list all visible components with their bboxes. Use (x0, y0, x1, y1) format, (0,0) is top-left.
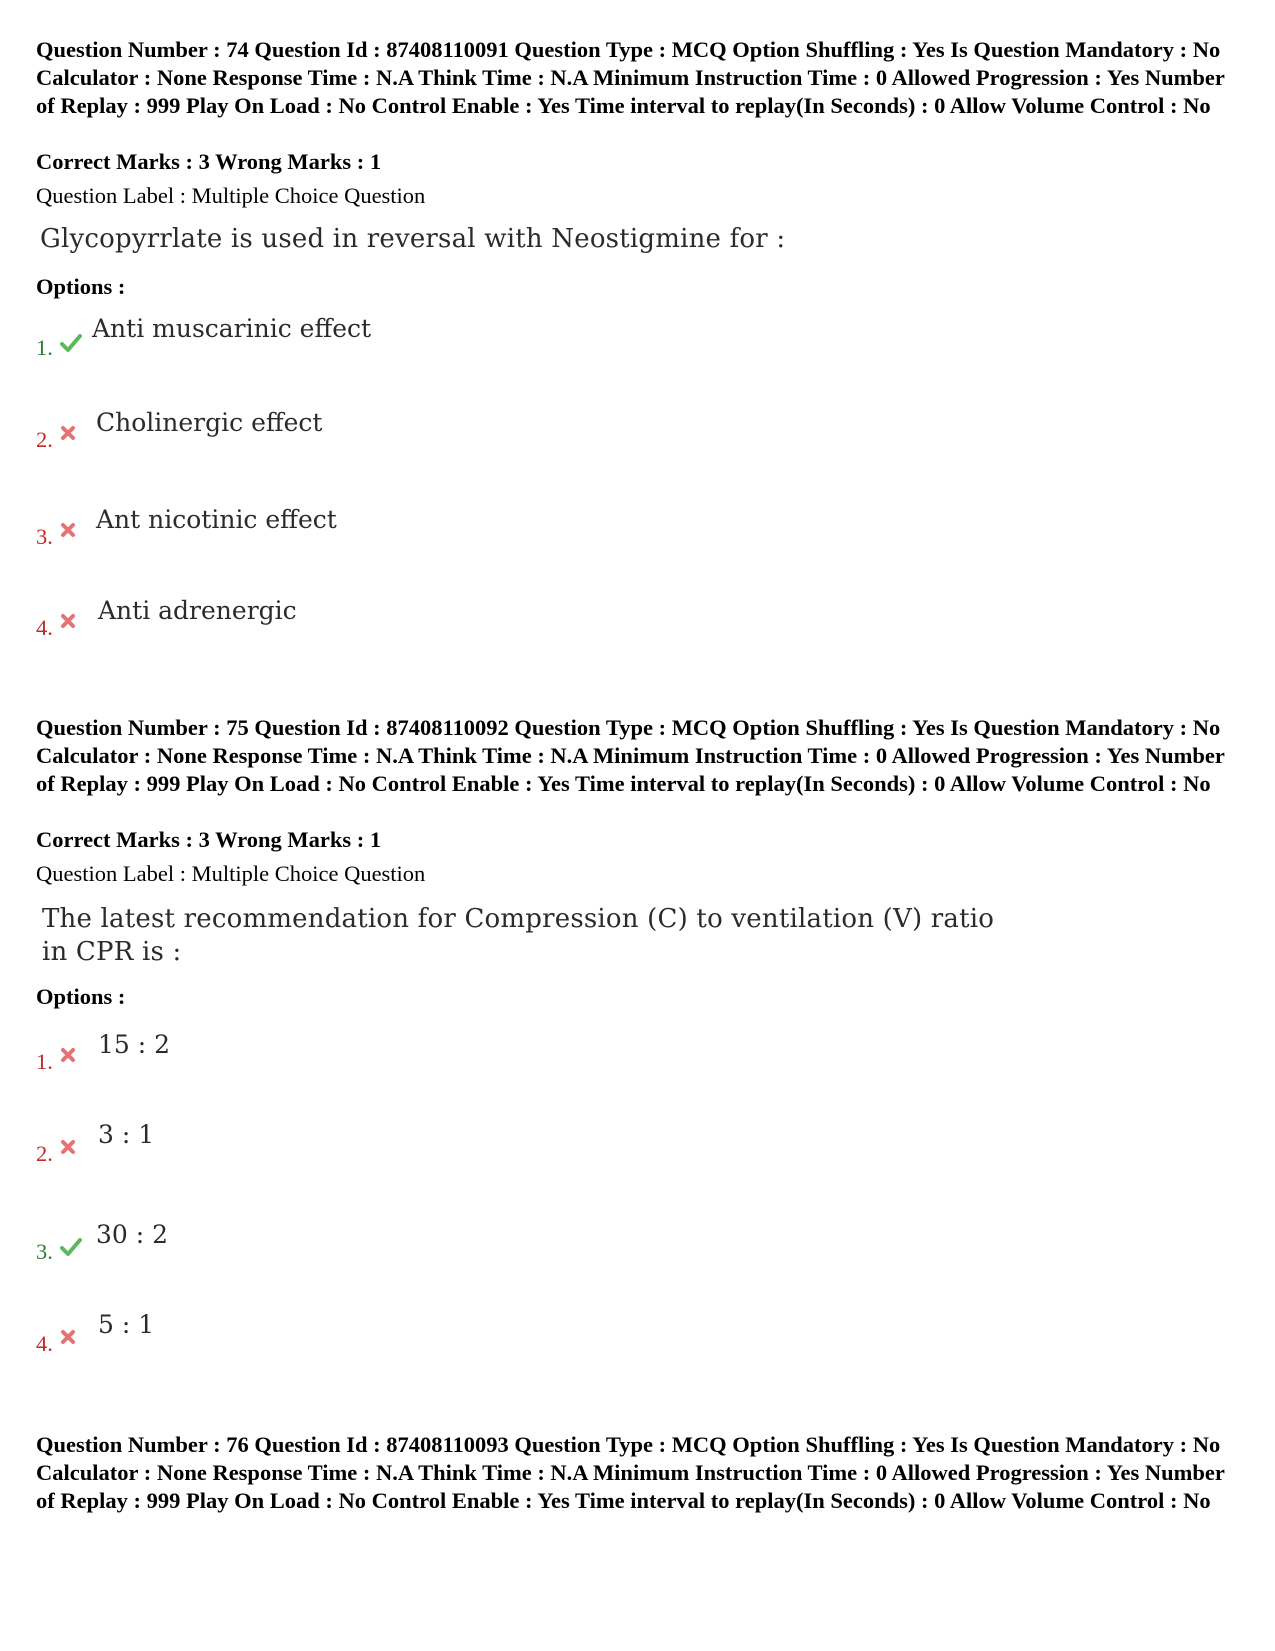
option-number: 3. (36, 524, 53, 549)
question-75-label: Question Label : Multiple Choice Question (36, 861, 426, 886)
option-number: 2. (36, 427, 53, 452)
option-number: 1. (36, 1049, 53, 1074)
question-74-label: Question Label : Multiple Choice Question (36, 183, 426, 208)
cross-icon (60, 1329, 76, 1345)
check-icon (60, 1236, 82, 1258)
check-icon (60, 332, 82, 354)
option-number: 3. (36, 1239, 53, 1264)
option-text: 30 : 2 (96, 1220, 169, 1249)
question-75-text-line-2: in CPR is : (42, 937, 182, 967)
question-74-options-label: Options : (36, 274, 126, 299)
option-text: Cholinergic effect (96, 408, 323, 437)
option-text: 3 : 1 (98, 1120, 155, 1149)
question-75-options-label: Options : (36, 984, 126, 1009)
option-number: 4. (36, 1331, 53, 1356)
option-text: 5 : 1 (98, 1310, 155, 1339)
question-74-marks: Correct Marks : 3 Wrong Marks : 1 (36, 149, 382, 174)
question-76-meta: Question Number : 76 Question Id : 87408110093 Question Type : MCQ Option Shuffling : Yes Is Question Mandatory : No Calculator : None Response Time : N.A Think Time : N.A Minimum Instruction Time : 0 Allowed Progression : Yes Number of Replay : 999 Play On Load : No Control Enable : Yes Time interval to replay(In Seconds) : 0 Allow Volume Control : No (36, 1432, 1225, 1513)
cross-icon (60, 425, 76, 441)
option-number: 1. (36, 335, 53, 360)
option-text: Ant nicotinic effect (96, 505, 337, 534)
cross-icon (60, 1139, 76, 1155)
option-text: Anti adrenergic (98, 596, 297, 625)
option-text: Anti muscarinic effect (92, 314, 372, 343)
cross-icon (60, 613, 76, 629)
question-74-meta: Question Number : 74 Question Id : 87408110091 Question Type : MCQ Option Shuffling : Yes Is Question Mandatory : No Calculator : None Response Time : N.A Think Time : N.A Minimum Instruction Time : 0 Allowed Progression : Yes Number of Replay : 999 Play On Load : No Control Enable : Yes Time interval to replay(In Seconds) : 0 Allow Volume Control : No (36, 37, 1225, 118)
option-text: 15 : 2 (98, 1030, 171, 1059)
cross-icon (60, 522, 76, 538)
question-75-marks: Correct Marks : 3 Wrong Marks : 1 (36, 827, 382, 852)
question-75-meta: Question Number : 75 Question Id : 87408110092 Question Type : MCQ Option Shuffling : Yes Is Question Mandatory : No Calculator : None Response Time : N.A Think Time : N.A Minimum Instruction Time : 0 Allowed Progression : Yes Number of Replay : 999 Play On Load : No Control Enable : Yes Time interval to replay(In Seconds) : 0 Allow Volume Control : No (36, 715, 1225, 796)
cross-icon (60, 1047, 76, 1063)
option-number: 4. (36, 615, 53, 640)
question-74-text: Glycopyrrlate is used in reversal with Neostigmine for : (40, 224, 786, 254)
option-number: 2. (36, 1141, 53, 1166)
question-75-text-line-1: The latest recommendation for Compression (C) to ventilation (V) ratio (42, 904, 995, 934)
